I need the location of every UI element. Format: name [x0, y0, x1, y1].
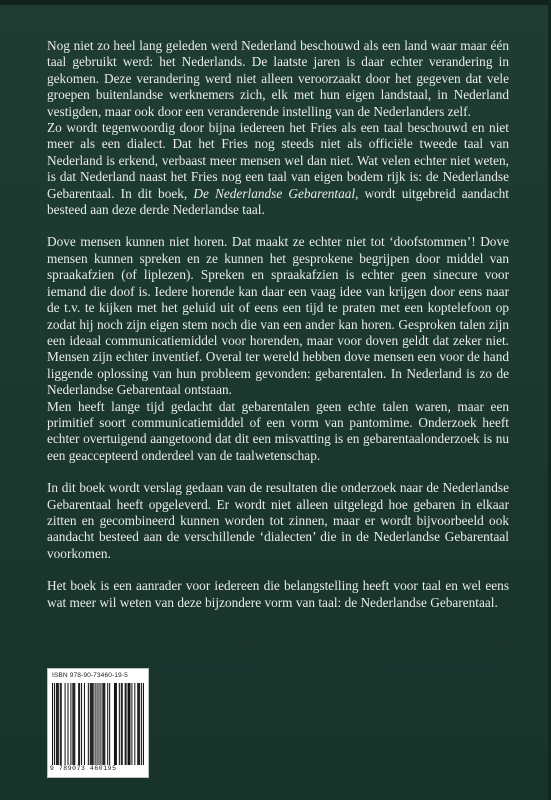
barcode-bar: [90, 683, 91, 765]
barcode-bar: [100, 683, 101, 765]
barcode-bar: [92, 683, 93, 765]
barcode-bar: [128, 683, 129, 765]
barcode-bar: [57, 683, 58, 765]
barcode-bar: [121, 683, 122, 765]
barcode-bar: [115, 683, 116, 765]
barcode-bar: [107, 683, 108, 765]
paragraph-recommendation: Het boek is een aanrader voor iedereen die belangstelling heeft voor taal en wel eens wat meer wil weten van deze bijzondere vorm van taal: de Nederlandse Gebarentaal.: [47, 578, 509, 610]
book-title: De Nederlandse Gebarentaal: [193, 185, 356, 201]
barcode-bar: [143, 683, 144, 765]
barcode-bar: [72, 683, 73, 765]
isbn-number: ISBN 978-90-73460-19-5: [52, 672, 128, 679]
barcode-bar: [125, 683, 126, 765]
barcode-bar: [91, 683, 92, 765]
barcode-bar: [131, 683, 132, 765]
barcode-bar: [103, 683, 104, 765]
cover-top-edge: [0, 0, 551, 5]
paragraph-research: Men heeft lange tijd gedacht dat gebarentalen geen echte talen waren, maar een primitief soort communicatiemiddel of een vorm van pantomime. Onderzoek heeft echter overtuigend aangetoond dat dit een misvatting is en gebarentaalonderzoek is nu een geaccepteerd onderdeel van de taalwetenschap.: [47, 398, 509, 463]
barcode-bar: [74, 683, 75, 765]
ean-digits: 9 789073 460195: [50, 765, 117, 772]
barcode-bar: [141, 683, 142, 765]
barcode-bar: [60, 683, 61, 765]
paragraph-intro: Nog niet zo heel lang geleden werd Nederland beschouwd als een land waar maar één taal gebruikt werd: het Nederlands. De laatste jaren is daar echter verandering in gekomen. Deze verandering werd niet alleen veroorzaakt door het gegeven dat vele groepen buitenlandse werknemers zich, elk met hun eigen landstaal, in Nederland vestigden, maar ook door een veranderende instelling van de Nederlanders zelf.: [47, 38, 509, 119]
barcode-bar: [54, 683, 55, 765]
barcode-bar: [97, 683, 98, 765]
barcode-bar: [78, 683, 79, 765]
paragraph-fries-tail: , wordt uitgebreid aandacht besteed aan deze derde Nederlandse taal.: [47, 185, 509, 218]
barcode-bar: [61, 683, 62, 765]
barcode-bar: [81, 683, 82, 765]
barcode-bar: [119, 683, 120, 765]
barcode-bar: [84, 683, 85, 765]
barcode-bar: [65, 683, 66, 765]
isbn-barcode-label: [47, 668, 149, 778]
barcode-bar: [139, 683, 140, 765]
barcode-bar: [134, 683, 135, 765]
paragraph-deaf-people: Dove mensen kunnen niet horen. Dat maakt ze echter niet tot ‘doofstommen’! Dove mensen kunnen spreken en ze kunnen het gesprokene begrijpen door middel van spraakafzien (of liplezen). Spreken en spraakafzien is echter geen sinecure voor iemand die doof is. Iedere horende kan daar een vaag idee van krijgen door eens naar de t.v. te kijken met het geluid uit of eens een tijd te praten met een koptelefoon op zodat hij noch zijn eigen stem noch die van een ander kan horen. Gesproken talen zijn een ideaal communicatiemiddel voor horenden, maar voor doven geldt dat zeker niet. Mensen zijn echter inventief. Overal ter wereld hebben dove mensen een voor de hand liggende oplossing van hun probleem gevonden: gebarentalen. In Nederland is zo de Nederlandse Gebarentaal ontstaan.: [47, 234, 509, 398]
paragraph-book-contents: In dit boek wordt verslag gedaan van de resultaten die onderzoek naar de Nederlandse Gebarentaal heeft opgeleverd. Er wordt niet alleen uitgelegd hoe gebaren in elkaar zitten en gecombineerd kunnen worden tot zinnen, maar er wordt bijvoorbeeld ook aandacht besteed aan de verschillende ‘dialecten’ die in de Nederlandse Gebarentaal voorkomen.: [47, 480, 509, 561]
paragraph-fries-text: Zo wordt tegenwoordig door bijna iedereen het Fries als een taal beschouwd en niet meer als een dialect. Dat het Fries nog steeds niet als officiële tweede taal van Nederland is erkend, verbaast meer mensen wel dan niet. Wat velen echter niet weten, is dat Nederland naast het Fries nog een taal van eigen bodem rijk is: de Nederlandse Gebarentaal. In dit boek,: [47, 120, 509, 201]
barcode-bar: [129, 683, 130, 765]
barcode-bar: [109, 683, 110, 765]
barcode-bar: [126, 683, 127, 765]
barcode-bar: [95, 683, 96, 765]
barcode-bar: [114, 683, 115, 765]
barcode-bar: [73, 683, 74, 765]
barcode-bar: [70, 683, 71, 765]
paragraph-fries: [47, 120, 509, 218]
barcode-bar: [116, 683, 117, 765]
barcode-bar: [79, 683, 80, 765]
barcode-bar: [93, 683, 94, 765]
barcode-bar: [67, 683, 68, 765]
barcode-image: [52, 683, 144, 765]
barcode-bar: [104, 683, 105, 765]
barcode-bar: [138, 683, 139, 765]
barcode-bar: [98, 683, 99, 765]
barcode-bar: [137, 683, 138, 765]
barcode-bar: [129, 683, 130, 765]
barcode-bar: [102, 683, 103, 765]
barcode-bar: [88, 683, 89, 765]
barcode-bar: [52, 683, 53, 765]
barcode-bar: [56, 683, 57, 765]
blurb-text: [47, 38, 509, 627]
barcode-bar: [58, 683, 59, 765]
barcode-bar: [122, 683, 123, 765]
